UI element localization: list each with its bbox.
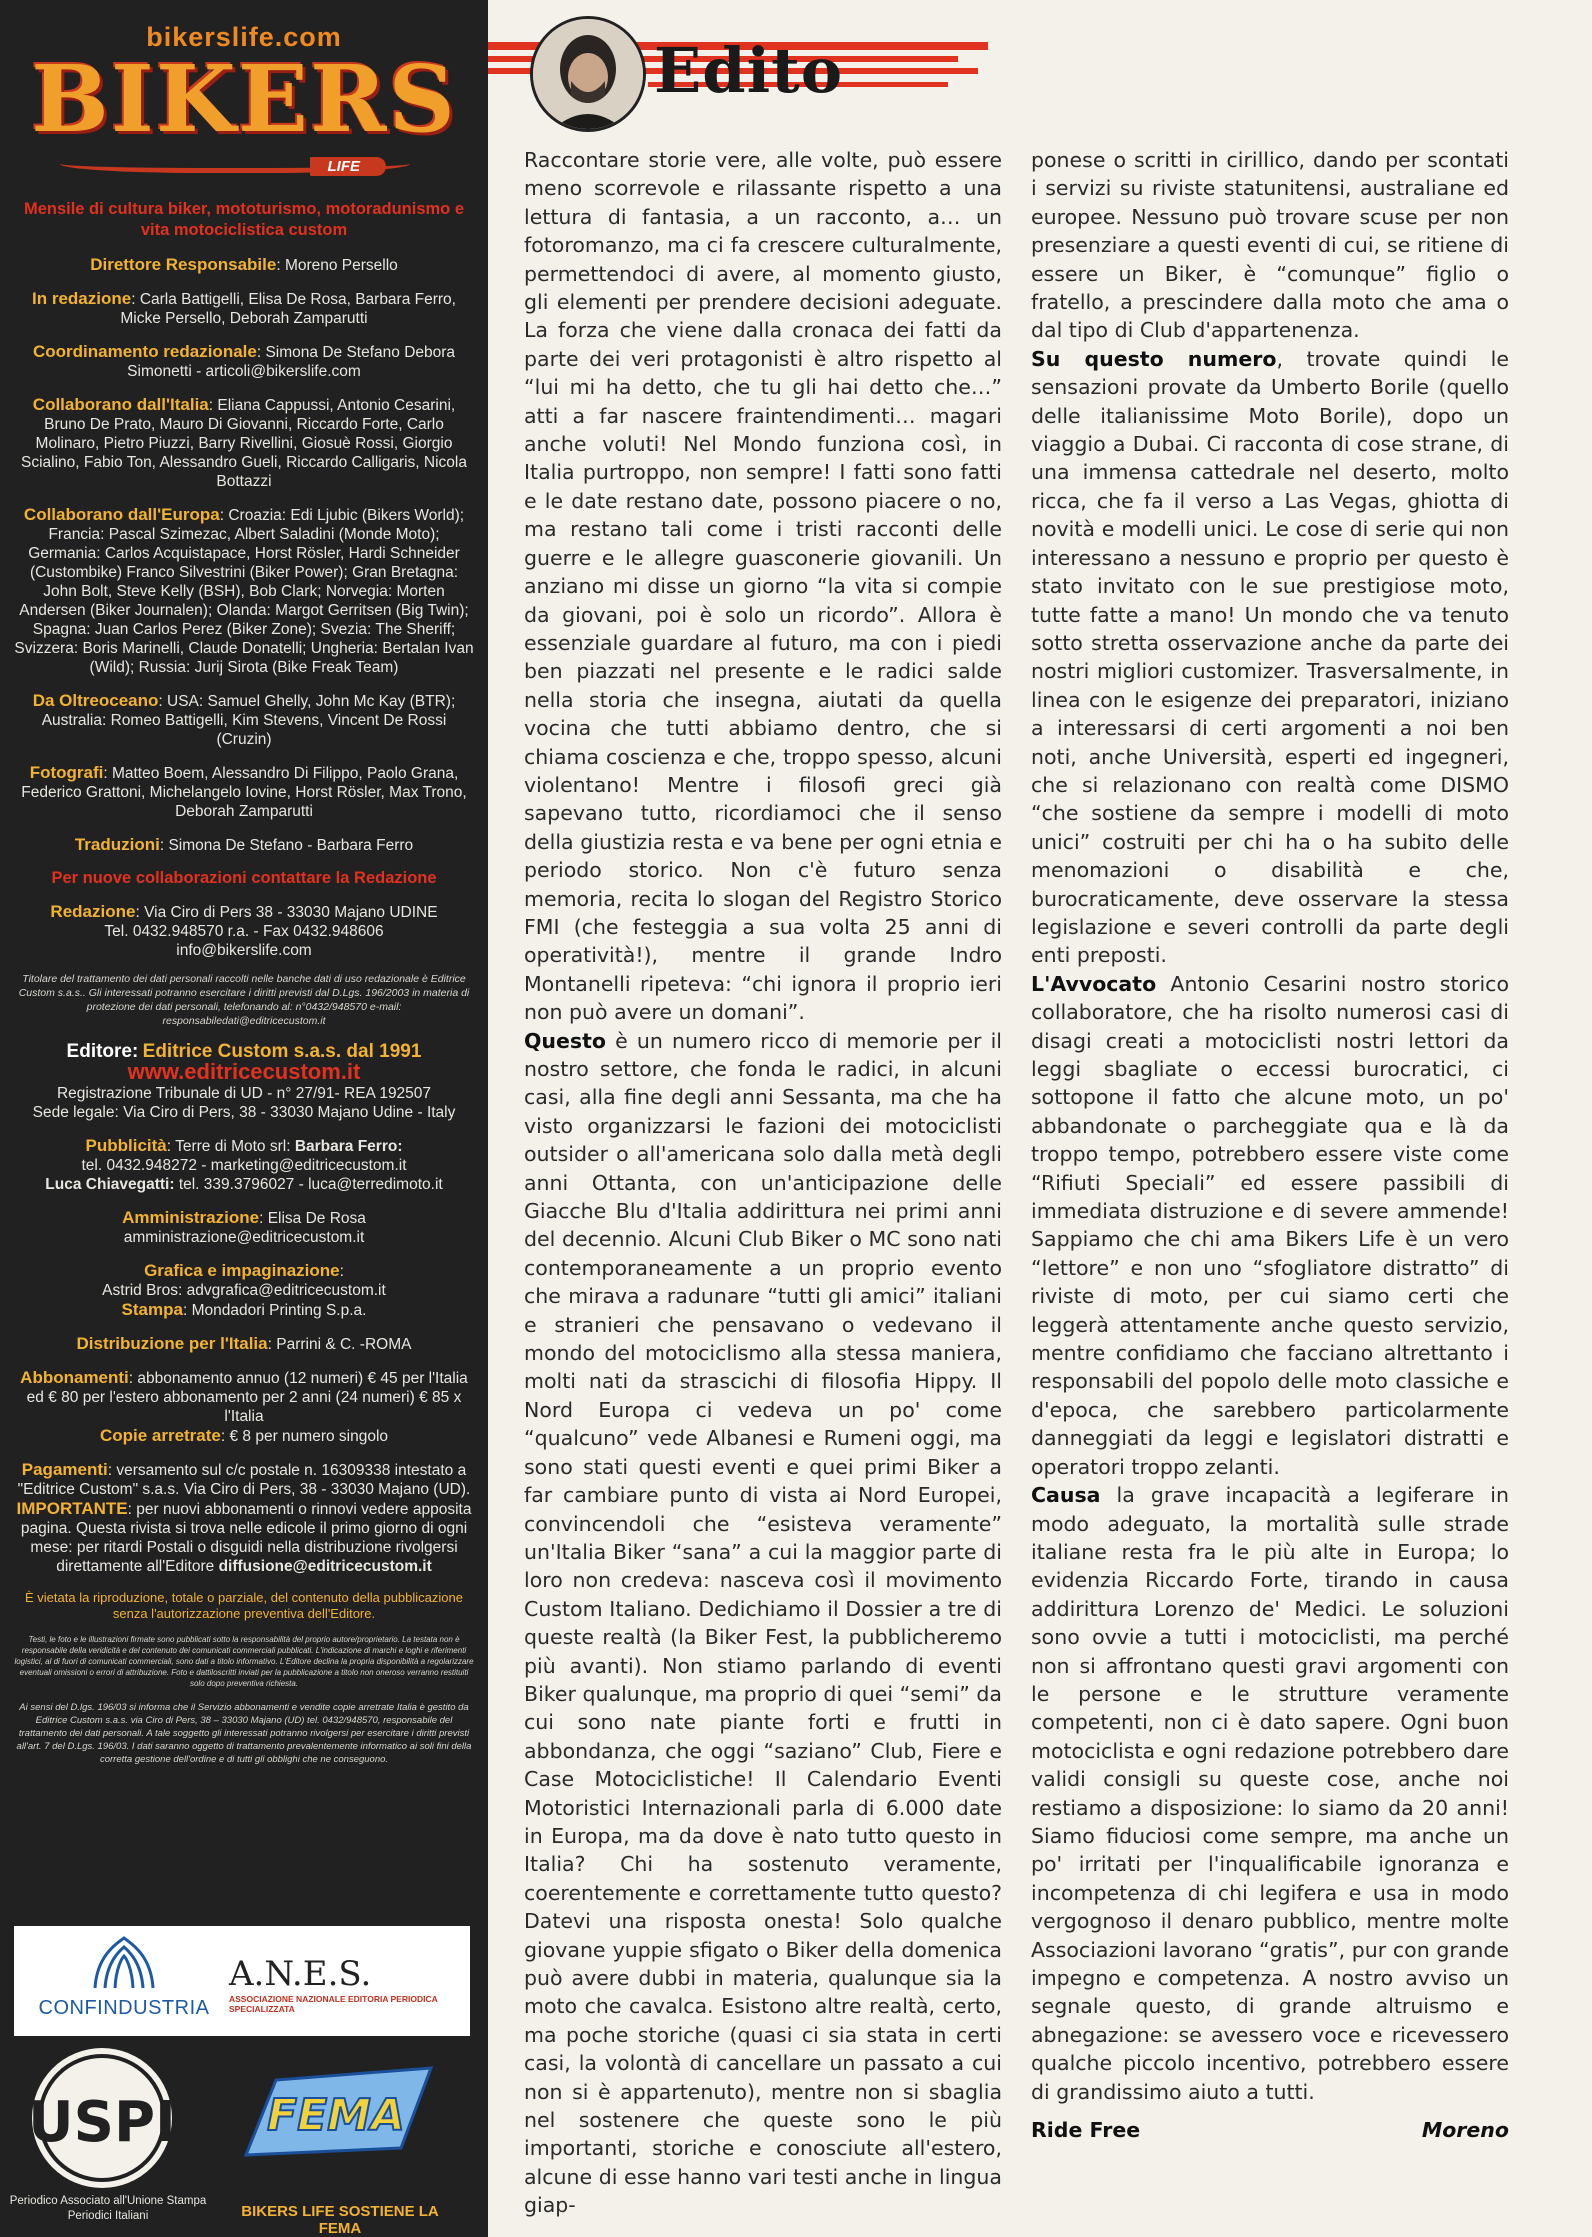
fema-logo-icon (236, 2060, 436, 2170)
stampa-name: Mondadori Printing S.p.a. (191, 1302, 367, 1319)
brand-subtitle: LIFE (310, 157, 387, 176)
oltreoceano-names: USA: Samuel Ghelly, John Mc Kay (BTR); Australia: Romeo Battigelli, Kim Stevens, Vincent De Rossi (Cruzin) (41, 693, 456, 748)
signature-line (1031, 2116, 1509, 2144)
paragraph-text: Antonio Cesarini nostro storico collaboratore, che ha risolto numerosi casi di disagi creati a motociclisti nostri lettori da leggi sbagliate o eccessi burocratici, ci sottopone il fatto che alcune moto, un po' abbandonate o parcheggiate qua e là da troppo tempo, potrebbero essere viste come “Rifiuti Speciali” ed essere passibili di immediata distruzione e di severe ammende! Sappiamo che chi ama Bikers Life è un vero “lettore” e non uno “sfogliatore distratto” di riviste di moto, per cui siamo certi che leggerà attentamente anche questo servizio, mentre confidiamo che facciano altrettanto i responsabili del popolo delle moto classiche e d'epoca, che sarebbero particolarmente danneggiati da leggi e legislatori distratti e operatori troppo zelanti. (1031, 971, 1509, 1479)
amministrazione-label: Amministrazione (122, 1208, 260, 1227)
article-column-1 (524, 146, 1002, 2220)
importante-text: per nuovi abbonamenti o rinnovi vedere apposita pagina. Questa rivista si trova nelle edicole il primo giorno di ogni mese: per ritardi Postali o disguidi nella distribuzione rivolgersi direttamente all'Editore (20, 1501, 472, 1575)
abbonamenti-text: abbonamento annuo (12 numeri) € 45 per l'Italia ed € 80 per l'estero abbonamento per 2 anni (24 numeri) € 85 x l'Italia (26, 1370, 468, 1425)
copie-arretrate-text: € 8 per numero singolo (229, 1428, 389, 1445)
direttore-block: Direttore Responsabile: Moreno Persello (90, 255, 398, 274)
paragraph (524, 1027, 1002, 2220)
author-signature: Moreno (1421, 2118, 1509, 2143)
redazione-email[interactable]: info@bikerslife.com (176, 942, 312, 959)
amministrazione-email[interactable]: amministrazione@editricecustom.it (123, 1229, 365, 1246)
editorial-page (488, 0, 1592, 2237)
collab-europa-block: Collaborano dall'Europa: Croazia: Edi Ljubic (Bikers World); Francia: Pascal Szimezac, Albert Saladini (Monde Moto); Germania: Carlos Acquistapace, Horst Rösler, Hardi Schneider (Custombike) Franco Silvestrini (Biker Power); Gran Bretagna: John Bolt, Steve Kelly (BSH), Bob Clark; Norvegia: Morten Andersen (Biker Journalen); Olanda: Margot Gerritsen (Big Twin); Spagna: Juan Carlos Perez (Biker Zone); Svezia: The Sheriff; Svizzera: Boris Marinelli, Claude Donatelli; Ungheria: Bertalan Ivan (Wild); Russia: Jurij Sirota (Bike Freak Team) (14, 505, 474, 676)
redazione-names: Carla Battigelli, Elisa De Rosa, Barbara Ferro, Micke Persello, Deborah Zamparutti (120, 291, 456, 327)
distribuzione-label: Distribuzione per l'Italia (76, 1334, 268, 1353)
fema-caption: BIKERS LIFE SOSTIENE LA FEMA (241, 2203, 439, 2237)
coordinamento-block: Coordinamento redazionale: Simona De Stefano Debora Simonetti - articoli@bikerslife.com (32, 342, 456, 380)
anes-logo (229, 1954, 469, 2014)
uspi-caption: Periodico Associato all'Unione Stampa Periodici Italiani (9, 2195, 207, 2222)
dlgs-note: Ai sensi del D.lgs. 196/03 si informa che il Servizio abbonamenti e vendite copie arretrate Italia è gestito da Editrice Custom s.a.s. via Ciro di Pers, 38 – 33030 Majano (UD) tel. 0432/948570, responsabile del trattamento dei dati personali. A tale soggetto gli interessati potranno rivolgersi per esercitare i diritti previsti all'art. 7 del D.Lgs. 196/03. I dati saranno oggetto di trattamento prevalentemente informatico ai soli fini della corretta gestione dell'ordine e di tutti gli obblighi che ne conseguono. (16, 1702, 472, 1765)
paragraph-text: ponese o scritti in cirillico, dando per scontati i servizi su riviste statunitensi, australiane ed europee. Nessuno può trovare scuse per non presenziare a questi eventi di cui, se ritiene di essere un Biker, è “comunque” figlio o fratello, a prescindere dalla moto che ama o dal tipo di Club d'appartenenza. (1031, 148, 1509, 343)
anes-subtitle: ASSOCIAZIONE NAZIONALE EDITORIA PERIODICA SPECIALIZZATA (229, 1994, 438, 2014)
editore-url[interactable]: www.editricecustom.it (127, 1059, 361, 1084)
paragraph-lead: Questo (524, 1028, 607, 1053)
direttore-name: Moreno Persello (284, 257, 398, 274)
redazione-phone: Tel. 0432.948570 r.a. - Fax 0432.948606 (104, 923, 384, 940)
coordinamento-label: Coordinamento redazionale (32, 342, 257, 361)
sign-off: Ride Free (1031, 2118, 1141, 2143)
paragraph-text: è un numero ricco di memorie per il nostro settore, che fonda le radici, in alcuni casi, alla fine degli anni Sessanta, ma che ha visto organizzarsi le fazioni dei motociclisti outsider o all'americana solo dalla metà degli anni Ottanta, con un'anticipazione delle Giacche Blu d'Italia addirittura nei primi anni del decennio. Alcuni Club Biker o MC sono nati contemporaneamente a un proprio evento che mirava a radunare “tutti gli amici” italiani e stranieri che pensavano o vedevano il mondo del motociclismo alla stessa maniera, molti nati da strascichi di filosofia Hippy. Il Nord Europa ci vedeva un po' come “qualcuno” vede Albanesi e Rumeni oggi, ma sono stati questi eventi e quei primi Biker a far cambiare punto di vista ai Nord Europei, convincendoli che “esisteva veramente” un'Italia Biker “sana” a cui la maggior parte di loro non credeva: nasceva così il movimento Custom Italiano. Dedichiamo il Dossier a tre di queste realtà (la Biker Fest, la pubblicheremo più avanti). Non stiamo parlando di eventi Biker qualunque, ma proprio di quei “semi” da cui sono nate piante forti e frutti in abbondanza, che oggi “saziano” Club, Fiere e Case Motociclistiche! Il Calendario Eventi Motoristici Internazionali parla di 6.000 date in Europa, ma da dove è nato tutto questo in Italia? Chi ha sostenuto veramente, coerentemente e correttamente tutto questo? Datevi una risposta onesta! Solo qualche giovane yuppie sfigato o Biker della domenica può avere dubbi in materia, qualunque sia la moto che cavalca. Esistono altre realtà, certo, ma poche storiche (quasi ci sia stata in certi casi, la volontà di cancellare un passato a cui non si è appartenuto), mentre non si sbaglia nel sostenere che queste sono le più importanti, storiche e conosciute all'estero, alcune di esse hanno vari testi anche in lingua giap- (524, 1028, 1002, 2218)
importante-label: IMPORTANTE (16, 1499, 128, 1518)
coordinamento-names: Simona De Stefano Debora Simonetti - articoli@bikerslife.com (127, 344, 456, 380)
grafica-name: Astrid Bros: advgrafica@editricecustom.it (102, 1282, 386, 1299)
sede-legale: Sede legale: Via Ciro di Pers, 38 - 33030 Majano Udine - Italy (32, 1104, 456, 1121)
nuove-collaborazioni: Per nuove collaborazioni contattare la Redazione (51, 869, 437, 887)
redazione-block: In redazione: Carla Battigelli, Elisa De Rosa, Barbara Ferro, Micke Persello, Deborah Zamparutti (32, 289, 456, 327)
association-logos-panel (14, 1926, 470, 2036)
confindustria-logo (24, 1934, 224, 2020)
pubblicita-block: Pubblicità: Terre di Moto srl: Barbara Ferro: tel. 0432.948272 - marketing@editricecustom.it Luca Chiavegatti: tel. 339.3796027 - luca@terredimoto.it (45, 1136, 443, 1193)
paragraph-text: , trovate quindi le sensazioni provate da Umberto Borile (quello delle italianissime Moto Borile), dopo un viaggio a Dubai. Ci racconta di cose strane, di una immensa cattedrale nel deserto, molto ricca, che fa il verso a Las Vegas, ghiotta di novità e modelli unici. Le cose di serie qui non interessano a nessuno e proprio per questo è stato invitato con le sue prestigiose moto, tutte fatte a mano! Un mondo che va tenuto sotto stretta osservazione anche da parte dei nostri migliori customizer. Trasversalmente, in linea con le esigenze dei preparatori, iniziano a interessarsi di certi argomenti a noi ben noti, anche Università, esperti ed ingegneri, che si relazionano con realtà come DISMO “che sostiene da sempre i modelli di moto unici” costruiti per chi ha o ha subito delle menomazioni o disabilità e che, burocraticamente, deve osservare la stessa legislazione e severi controlli da parte degli enti preposti. (1031, 346, 1509, 968)
redazione-address-label: Redazione (50, 902, 136, 921)
amministrazione-name: Elisa De Rosa (267, 1210, 366, 1227)
redazione-address: Via Ciro di Pers 38 - 33030 Majano UDINE (144, 904, 438, 921)
site-url[interactable]: bikerslife.com (146, 22, 342, 52)
traduzioni-block: Traduzioni: Simona De Stefano - Barbara Ferro (74, 835, 414, 854)
confindustria-emblem-icon (89, 1934, 159, 1990)
amministrazione-block: Amministrazione: Elisa De Rosa amministrazione@editricecustom.it (122, 1208, 366, 1246)
editore-label: Editore: (66, 1041, 139, 1062)
grafica-block: Grafica e impaginazione: Astrid Bros: advgrafica@editricecustom.it Stampa: Mondadori Printing S.p.a. (102, 1261, 386, 1319)
magazine-tagline: Mensile di cultura biker, mototurismo, motoradunismo e vita motociclistica custom (23, 200, 465, 239)
brand-wordmark: BIKERS (31, 45, 457, 153)
uspi-label: USPI (28, 2090, 176, 2155)
stampa-label: Stampa (121, 1300, 183, 1319)
fema-label: FEMA (267, 2090, 405, 2141)
pubblicita-label: Pubblicità (85, 1136, 167, 1155)
pubblicita-agency: Terre di Moto srl: (175, 1138, 291, 1155)
collab-italia-label: Collaborano dall'Italia (32, 395, 209, 414)
paragraph (1031, 970, 1509, 1481)
paragraph (1031, 146, 1509, 345)
editore-block (14, 1042, 474, 1122)
masthead-sidebar (0, 0, 488, 2237)
pagamenti-text: versamento sul c/c postale n. 16309338 intestato a "Editrice Custom" s.a.s. Via Ciro di Pers, 38 - 33030 Majano (UD). (17, 1462, 471, 1498)
collab-europa-label: Collaborano dall'Europa (23, 505, 220, 524)
page-title: Edito (654, 34, 844, 107)
paragraph-text: Raccontare storie vere, alle volte, può essere meno scorrevole e rilassante rispetto a una lettura di fantasia, a un racconto, a… un fotoromanzo, ma ci fa crescere culturalmente, permettendoci di avere, al momento giusto, gli elementi per prendere decisioni adeguate. La forza che viene dalla cronaca dei fatti da parte dei veri protagonisti è altro rispetto al “lui mi ha detto, che tu gli hai detto che…” atti a far nascere fraintendimenti… magari anche voluti! Nel Mondo funziona così, in Italia purtroppo, non sempre! I fatti sono fatti e le date restano date, possono piacere o no, ma restano tali come i tristi racconti delle guerre e le allegre guasconerie giovanili. Un anziano mi disse un giorno “la vita si compie da giovani, poi è solo un ricordo”. Allora è essenziale guardare al futuro, ma con i piedi ben piazzati nel presente e le radici salde nella storia che insegna, aiutati da quella vocina che tutti abbiamo dentro, che si chiama coscienza e che, troppo spesso, alcuni violentano! Mentre i filosofi greci già sapevano tutto, ricordiamoci che il senso della giustizia resta e va bene per ogni etnia e periodo storico. Non c'è futuro senza memoria, recita lo slogan del Registro Storico FMI (che festeggia a sua volta 25 anni di operatività!), mentre il grande Indro Montanelli ripeteva: “chi ignora il proprio ieri non può avere un domani”. (524, 148, 1002, 1025)
legal-note: Testi, le foto e le illustrazioni firmate sono pubblicati sotto la responsabilità del proprio autore/proprietario. La testata non è responsabile della veridicità e del contenuto dei comunicati commerciali pubblicati. L'indicazione di marchi e loghi e riferimenti logistici, al di fuori di comunicati commerciali, sono dati a titolo informativo. L'Editore declina la propria disponibilità a regolarizzare eventuali omissioni o errori di attribuzione. Foto e dattiloscritti inviati per la pubblicazione a titolo non oneroso verranno restituiti solo dopo preventiva richiesta. (14, 1635, 474, 1688)
collab-europa-names: Croazia: Edi Ljubic (Bikers World); Francia: Pascal Szimezac, Albert Saladini (Monde Moto); Germania: Carlos Acquistapace, Horst Rösler, Hardi Schneider (Custombike) Franco Silvestrini (Biker Power); Gran Bretagna: John Bolt, Steve Kelly (BSH), Bob Clark; Norvegia: Morten Andersen (Biker Journalen); Olanda: Margot Gerritsen (Big Twin); Spagna: Juan Carlos Perez (Biker Zone); Svezia: The Sheriff; Svizzera: Boris Marinelli, Claude Donatelli; Ungheria: Bertalan Ivan (Wild); Russia: Jurij Sirota (Bike Freak Team) (14, 507, 474, 676)
editore-name: Editrice Custom s.a.s. dal 1991 (142, 1041, 422, 1062)
fotografi-label: Fotografi (29, 763, 104, 782)
paragraph-lead: L'Avvocato (1031, 971, 1157, 996)
oltreoceano-block: Da Oltreoceano: USA: Samuel Ghelly, John Mc Kay (BTR); Australia: Romeo Battigelli, Kim Stevens, Vincent De Rossi (Cruzin) (32, 691, 456, 748)
editor-avatar-icon (533, 19, 643, 129)
pagamenti-block: Pagamenti: versamento sul c/c postale n. 16309338 intestato a "Editrice Custom" s.a.s. Via Ciro di Pers, 38 - 33030 Majano (UD). IMPORTANTE: per nuovi abbonamenti o rinnovi vedere apposita pagina. Questa rivista si trova nelle edicole il primo giorno di ogni mese: per ritardi Postali o disguidi nella distribuzione rivolgersi direttamente all'Editore diffusione@editricecustom.it (16, 1460, 472, 1575)
collab-italia-names: Eliana Cappussi, Antonio Cesarini, Bruno De Prato, Mauro Di Giovanni, Riccardo Forte, Carlo Molinaro, Pietro Piuzzi, Barry Rivellini, Giosuè Rossi, Giorgio Scialino, Fabio Ton, Alessandro Gueli, Riccardo Calligaris, Nicola Bottazzi (21, 397, 467, 490)
pubblicita-contact-name: Barbara Ferro: (294, 1138, 403, 1155)
registrazione: Registrazione Tribunale di UD - n° 27/91- REA 192507 (56, 1085, 432, 1102)
paragraph (1031, 1481, 1509, 2106)
fotografi-block: Fotografi: Matteo Boem, Alessandro Di Filippo, Paolo Grana, Federico Grattoni, Michelangelo Iovine, Horst Rösler, Max Trono, Deborah Zamparutti (21, 763, 467, 820)
pubblicita-contact-2: tel. 339.3796027 - luca@terredimoto.it (178, 1176, 443, 1193)
confindustria-label: CONFINDUSTRIA (38, 1997, 210, 2019)
grafica-label: Grafica e impaginazione (144, 1261, 340, 1280)
paragraph-text: la grave incapacità a legiferare in modo adeguato, la mortalità sulle strade italiane resta fra le più alte in Europa; lo evidenzia Riccardo Forte, tirando in causa addirittura Lorenzo de' Medici. Le soluzioni sono ovvie a tutti i motociclisti, ma perché non si affrontano questi gravi argomenti con le persone e le strutture veramente competenti, non ci è dato sapere. Ogni buon motociclista e ogni redazione potrebbero dare validi consigli su queste cose, anche noi restiamo a disposizione: lo siamo da 20 anni! Siamo fiduciosi come sempre, ma anche un po' irritati per l'inqualificabile ignoranza e incompetenza di chi legifera e usa in modo vergognoso il denaro pubblico, mentre molte Associazioni lavorano “gratis”, pur con grande impegno e competenza. A nostro avviso un segnale questo, di grande altruismo e abnegazione: se avessero voce e ricevessero qualche piccolo incentivo, potrebbero essere di grandissimo aiuto a tutti. (1031, 1483, 1509, 2104)
article-column-2 (1031, 146, 1509, 2144)
bikers-life-logo (14, 22, 474, 177)
distribuzione-block: Distribuzione per l'Italia: Parrini & C. -ROMA (76, 1334, 412, 1353)
abbonamenti-block: Abbonamenti: abbonamento annuo (12 numeri) € 45 per l'Italia ed € 80 per l'estero abbonamento per 2 anni (24 numeri) € 85 x l'Italia Copie arretrate: € 8 per numero singolo (20, 1368, 468, 1445)
collab-italia-block: Collaborano dall'Italia: Eliana Cappussi, Antonio Cesarini, Bruno De Prato, Mauro Di Giovanni, Riccardo Forte, Carlo Molinaro, Pietro Piuzzi, Barry Rivellini, Giosuè Rossi, Giorgio Scialino, Fabio Ton, Alessandro Gueli, Riccardo Calligaris, Nicola Bottazzi (21, 395, 467, 490)
paragraph-lead: Causa (1031, 1483, 1101, 1508)
direttore-label: Direttore Responsabile (90, 255, 277, 274)
privacy-note: Titolare del trattamento dei dati personali raccolti nelle banche dati di uso redazionale è Editrice Custom s.a.s.. Gli interessati potranno esercitare i diritti previsti dal D.Lgs. 196/2003 in materia di protezione dei dati personali, telefonando al: n°0432/948570 e-mail: responsabiledati@editricecustom.it (18, 973, 470, 1027)
traduzioni-names: Simona De Stefano - Barbara Ferro (168, 837, 414, 854)
paragraph-lead: Su questo numero (1031, 346, 1277, 371)
diffusione-email[interactable]: diffusione@editricecustom.it (218, 1558, 432, 1575)
pubblicita-contact-name-2: Luca Chiavegatti: (45, 1176, 175, 1193)
paragraph (1031, 345, 1509, 970)
copie-arretrate-label: Copie arretrate (99, 1426, 221, 1445)
paragraph (524, 146, 1002, 1027)
traduzioni-label: Traduzioni (74, 835, 160, 854)
redazione-address-block: Redazione: Via Ciro di Pers 38 - 33030 Majano UDINE Tel. 0432.948570 r.a. - Fax 0432.948606 info@bikerslife.com (50, 902, 438, 959)
redazione-label: In redazione (32, 289, 132, 308)
anes-title: A.N.E.S. (229, 1954, 372, 1994)
fotografi-names: Matteo Boem, Alessandro Di Filippo, Paolo Grana, Federico Grattoni, Michelangelo Iovine, Horst Rösler, Max Trono, Deborah Zamparutti (21, 765, 467, 820)
copyright-warning: È vietata la riproduzione, totale o parziale, del contenuto della pubblicazione senza l'autorizzazione preventiva dell'Editore. (25, 1590, 463, 1621)
pubblicita-contact: tel. 0432.948272 - marketing@editricecustom.it (81, 1157, 407, 1174)
pagamenti-label: Pagamenti (21, 1460, 108, 1479)
distribuzione-name: Parrini & C. -ROMA (276, 1336, 412, 1353)
uspi-logo-icon (22, 2043, 182, 2193)
abbonamenti-label: Abbonamenti (20, 1368, 129, 1387)
oltreoceano-label: Da Oltreoceano (32, 691, 159, 710)
editor-portrait (530, 16, 646, 132)
